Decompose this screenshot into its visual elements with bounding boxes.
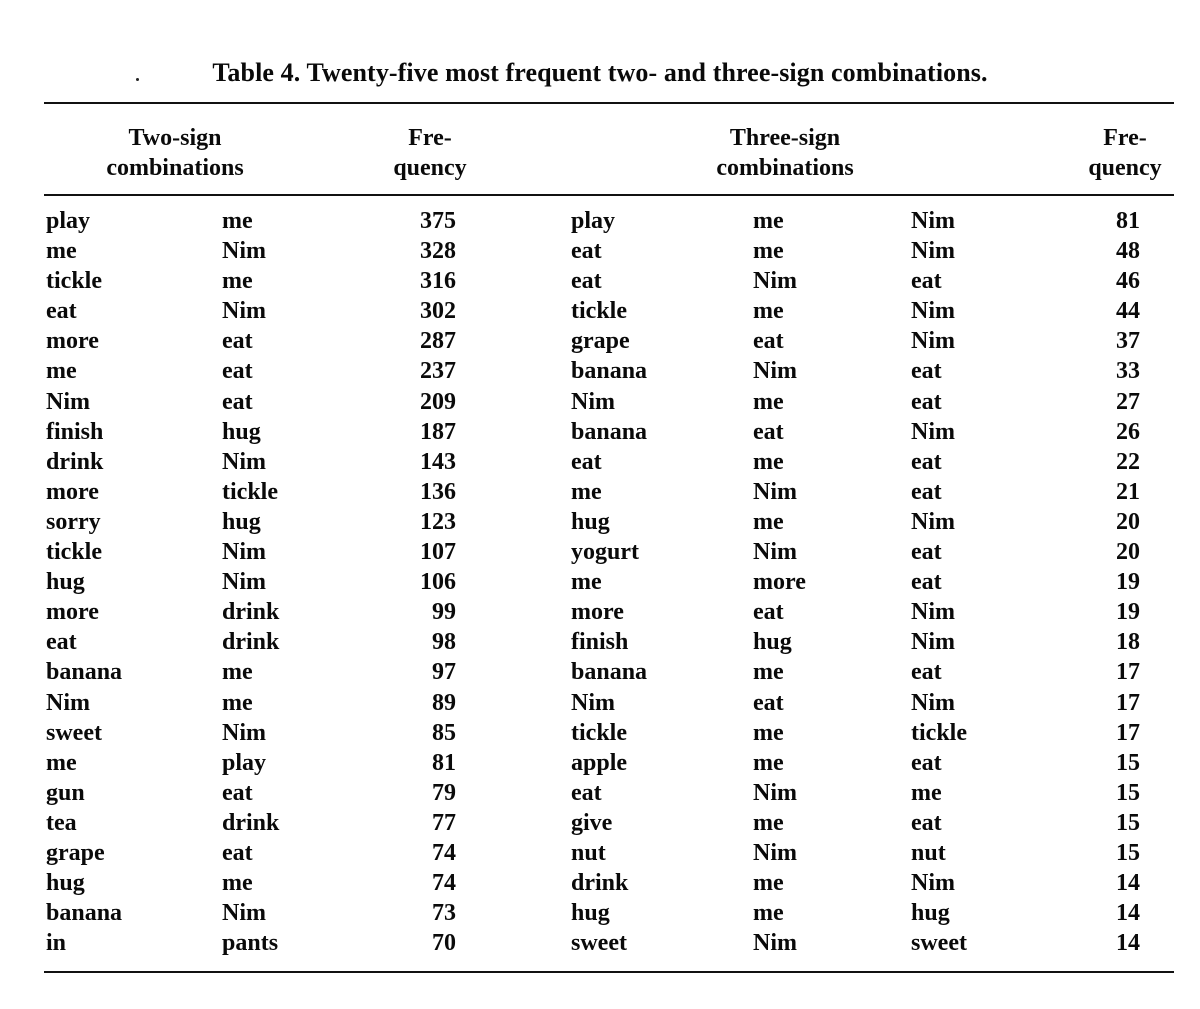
three-sign-word-1: banana [571,659,648,686]
three-sign-word-2: me [753,298,784,325]
three-sign-word-3: Nim [911,508,955,535]
two-sign-word-2: eat [222,839,253,866]
three-sign-frequency: 20 [1116,539,1140,566]
three-sign-frequency: 20 [1116,508,1140,535]
table-row [0,356,1200,386]
three-sign-word-1: banana [571,358,648,385]
three-sign-word-1: yogurt [571,539,639,566]
three-sign-frequency: 17 [1116,719,1140,746]
three-sign-word-3: eat [911,448,942,475]
three-sign-word-2: me [753,900,784,927]
two-sign-word-1: me [46,749,77,776]
two-sign-frequency: 287 [420,328,456,355]
two-sign-word-1: gun [46,779,85,806]
three-sign-frequency: 14 [1116,930,1140,957]
three-sign-word-1: me [571,569,602,596]
three-sign-word-2: Nim [753,268,797,295]
three-sign-word-2: Nim [753,478,797,505]
three-sign-word-2: eat [753,689,784,716]
header-two-frequency-line1: Fre- [408,125,452,151]
table-row [0,778,1200,808]
two-sign-word-1: grape [46,839,105,866]
three-sign-word-1: Nim [571,388,615,415]
three-sign-word-1: eat [571,268,602,295]
two-sign-word-2: drink [222,599,280,626]
three-sign-frequency: 15 [1116,809,1140,836]
header-three-sign-line2: combinations [716,155,854,181]
three-sign-word-2: me [753,208,784,234]
three-sign-word-2: me [753,809,784,836]
two-sign-frequency: 99 [432,599,456,626]
three-sign-frequency: 14 [1116,870,1140,897]
two-sign-frequency: 79 [432,779,456,806]
table-row [0,387,1200,417]
two-sign-word-1: me [46,238,77,265]
two-sign-frequency: 98 [432,629,456,656]
two-sign-word-1: tea [46,809,77,836]
three-sign-word-3: Nim [911,629,955,656]
three-sign-word-2: hug [753,629,792,656]
two-sign-word-1: more [46,478,99,505]
three-sign-word-1: tickle [571,719,627,746]
three-sign-word-2: eat [753,328,784,355]
three-sign-word-1: play [571,208,616,234]
three-sign-word-1: hug [571,508,610,535]
table-body [0,206,1200,958]
three-sign-word-3: Nim [911,418,955,445]
table-row [0,718,1200,748]
three-sign-frequency: 18 [1116,629,1140,656]
table-row [0,868,1200,898]
three-sign-word-2: me [753,238,784,265]
top-rule [44,102,1174,104]
three-sign-word-2: me [753,719,784,746]
three-sign-word-1: nut [571,839,606,866]
three-sign-word-2: me [753,448,784,475]
two-sign-word-2: Nim [222,539,266,566]
header-two-frequency [370,123,490,183]
two-sign-frequency: 136 [420,478,456,505]
two-sign-word-1: finish [46,418,104,445]
two-sign-frequency: 77 [432,809,456,836]
three-sign-word-3: sweet [911,930,967,957]
three-sign-word-1: Nim [571,689,615,716]
two-sign-word-1: sorry [46,508,101,535]
two-sign-word-1: more [46,599,99,626]
two-sign-word-2: play [222,749,267,776]
three-sign-frequency: 15 [1116,839,1140,866]
three-sign-word-3: eat [911,569,942,596]
two-sign-frequency: 106 [420,569,456,596]
three-sign-word-1: give [571,809,613,836]
three-sign-word-1: grape [571,328,630,355]
two-sign-word-2: me [222,268,253,295]
table-row [0,447,1200,477]
two-sign-word-2: Nim [222,448,266,475]
three-sign-frequency: 48 [1116,238,1140,265]
three-sign-word-1: more [571,599,624,626]
table-row [0,537,1200,567]
two-sign-frequency: 73 [432,900,456,927]
two-sign-frequency: 70 [432,930,456,957]
header-three-sign-line1: Three-sign [729,125,841,151]
header-three-sign [680,123,890,183]
two-sign-word-2: eat [222,388,253,415]
bottom-rule [44,971,1174,973]
three-sign-word-3: nut [911,839,946,866]
three-sign-frequency: 37 [1116,328,1140,355]
table-row [0,206,1200,236]
two-sign-word-2: pants [222,930,279,957]
two-sign-word-2: hug [222,418,261,445]
three-sign-frequency: 33 [1116,358,1140,385]
two-sign-word-2: drink [222,629,280,656]
three-sign-word-2: Nim [753,779,797,806]
three-sign-frequency: 19 [1116,569,1140,596]
table-row [0,898,1200,928]
header-three-frequency-line1: Fre- [1103,125,1147,151]
header-three-frequency-line2: quency [1088,155,1162,181]
three-sign-frequency: 17 [1116,689,1140,716]
two-sign-frequency: 302 [420,298,456,325]
three-sign-word-1: hug [571,900,610,927]
three-sign-word-1: eat [571,448,602,475]
three-sign-word-3: Nim [911,599,955,626]
three-sign-word-1: me [571,478,602,505]
table-row [0,417,1200,447]
table-row [0,597,1200,627]
three-sign-word-3: Nim [911,298,955,325]
three-sign-frequency: 44 [1116,298,1140,325]
three-sign-frequency: 15 [1116,749,1140,776]
two-sign-frequency: 123 [420,508,456,535]
three-sign-word-2: Nim [753,839,797,866]
two-sign-word-2: eat [222,779,253,806]
two-sign-frequency: 375 [420,208,456,234]
three-sign-word-1: eat [571,238,602,265]
table-row [0,567,1200,597]
two-sign-frequency: 74 [432,839,456,866]
three-sign-word-3: Nim [911,689,955,716]
table-row [0,838,1200,868]
three-sign-word-1: tickle [571,298,627,325]
three-sign-frequency: 27 [1116,388,1140,415]
three-sign-frequency: 19 [1116,599,1140,626]
table-row [0,627,1200,657]
two-sign-word-2: Nim [222,900,266,927]
table-row [0,748,1200,778]
header-two-sign [70,123,280,183]
two-sign-word-1: more [46,328,99,355]
header-three-frequency [1070,123,1180,183]
two-sign-frequency: 107 [420,539,456,566]
two-sign-frequency: 97 [432,659,456,686]
two-sign-word-2: Nim [222,238,266,265]
three-sign-word-3: eat [911,388,942,415]
three-sign-word-2: eat [753,418,784,445]
table-caption: Table 4. Twenty-five most frequent two- and three-sign combinations. [212,58,988,87]
three-sign-word-2: Nim [753,930,797,957]
three-sign-word-3: eat [911,478,942,505]
two-sign-word-1: banana [46,900,123,927]
two-sign-word-1: in [46,930,67,957]
two-sign-frequency: 85 [432,719,456,746]
table-row [0,507,1200,537]
table-row [0,236,1200,266]
two-sign-word-2: me [222,870,253,897]
table-row [0,266,1200,296]
two-sign-frequency: 237 [420,358,456,385]
two-sign-frequency: 143 [420,448,456,475]
two-sign-word-2: Nim [222,298,266,325]
two-sign-word-1: Nim [46,388,90,415]
three-sign-word-2: eat [753,599,784,626]
three-sign-word-2: me [753,659,784,686]
table-row [0,477,1200,507]
three-sign-frequency: 22 [1116,448,1140,475]
two-sign-word-2: me [222,659,253,686]
two-sign-word-2: hug [222,508,261,535]
three-sign-word-2: me [753,749,784,776]
two-sign-frequency: 81 [432,749,456,776]
three-sign-word-3: eat [911,809,942,836]
table-row [0,657,1200,687]
table-row [0,296,1200,326]
three-sign-frequency: 15 [1116,779,1140,806]
two-sign-word-2: Nim [222,719,266,746]
two-sign-frequency: 209 [420,388,456,415]
two-sign-word-1: banana [46,659,123,686]
three-sign-frequency: 26 [1116,418,1140,445]
two-sign-word-2: tickle [222,478,278,505]
two-sign-word-2: eat [222,328,253,355]
two-sign-word-1: sweet [46,719,102,746]
three-sign-word-1: finish [571,629,629,656]
two-sign-frequency: 328 [420,238,456,265]
table-row [0,808,1200,838]
two-sign-word-1: hug [46,569,85,596]
three-sign-word-3: Nim [911,238,955,265]
table-row [0,326,1200,356]
three-sign-word-3: eat [911,358,942,385]
two-sign-word-2: me [222,208,253,234]
two-sign-word-2: drink [222,809,280,836]
three-sign-word-1: apple [571,749,628,776]
two-sign-word-2: eat [222,358,253,385]
two-sign-frequency: 74 [432,870,456,897]
three-sign-word-3: Nim [911,328,955,355]
three-sign-word-2: me [753,870,784,897]
three-sign-word-3: eat [911,268,942,295]
three-sign-frequency: 14 [1116,900,1140,927]
three-sign-word-3: me [911,779,942,806]
three-sign-word-1: sweet [571,930,627,957]
three-sign-frequency: 81 [1116,208,1140,234]
two-sign-word-1: play [46,208,91,234]
two-sign-word-1: tickle [46,539,102,566]
three-sign-frequency: 17 [1116,659,1140,686]
three-sign-word-3: eat [911,659,942,686]
three-sign-word-3: Nim [911,870,955,897]
header-two-sign-line2: combinations [106,155,244,181]
two-sign-word-1: hug [46,870,85,897]
three-sign-word-3: eat [911,749,942,776]
table-row [0,688,1200,718]
three-sign-word-2: me [753,388,784,415]
two-sign-word-1: eat [46,629,77,656]
table-row [0,928,1200,958]
three-sign-word-3: hug [911,900,950,927]
two-sign-word-1: me [46,358,77,385]
three-sign-frequency: 21 [1116,478,1140,505]
three-sign-word-3: tickle [911,719,967,746]
two-sign-word-1: tickle [46,268,102,295]
two-sign-frequency: 187 [420,418,456,445]
three-sign-word-3: Nim [911,208,955,234]
three-sign-word-1: drink [571,870,629,897]
two-sign-word-1: eat [46,298,77,325]
header-two-sign-line1: Two-sign [128,125,222,151]
three-sign-word-1: eat [571,779,602,806]
two-sign-word-1: drink [46,448,104,475]
three-sign-word-2: more [753,569,806,596]
three-sign-word-1: banana [571,418,648,445]
two-sign-frequency: 316 [420,268,456,295]
three-sign-word-2: Nim [753,539,797,566]
three-sign-word-2: Nim [753,358,797,385]
two-sign-word-2: Nim [222,569,266,596]
three-sign-word-3: eat [911,539,942,566]
three-sign-frequency: 46 [1116,268,1140,295]
two-sign-word-1: Nim [46,689,90,716]
two-sign-word-2: me [222,689,253,716]
three-sign-word-2: me [753,508,784,535]
two-sign-frequency: 89 [432,689,456,716]
header-two-frequency-line2: quency [393,155,467,181]
header-rule [44,194,1174,196]
